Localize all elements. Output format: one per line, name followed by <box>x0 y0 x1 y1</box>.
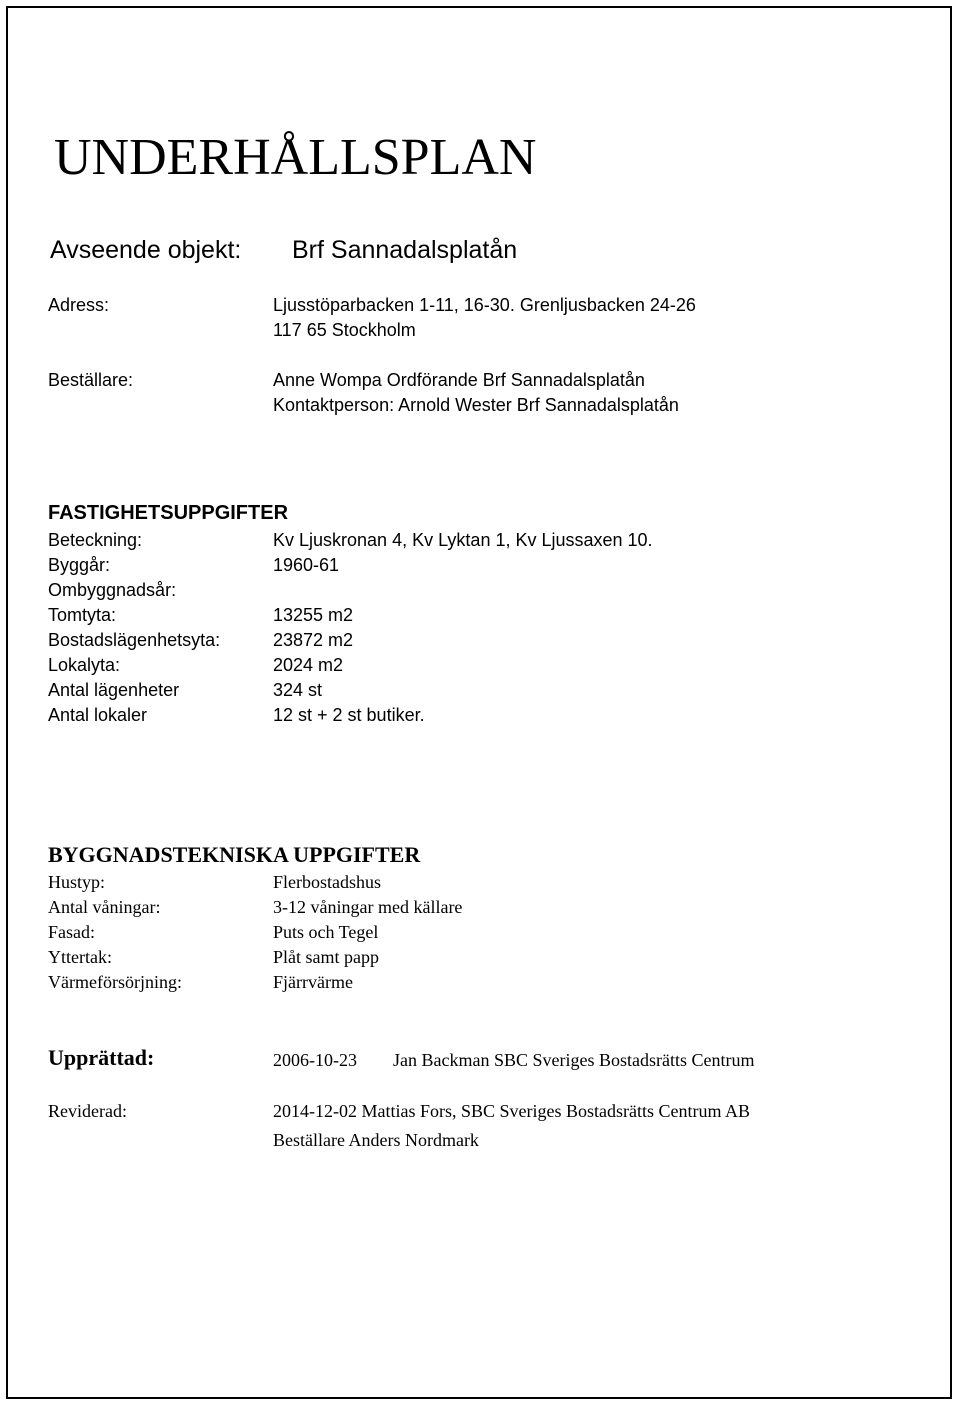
building-heading: BYGGNADSTEKNISKA UPPGIFTER <box>48 842 421 867</box>
document-title: UNDERHÅLLSPLAN <box>54 129 537 186</box>
building-value: Puts och Tegel <box>273 922 379 942</box>
building-value: Fjärrvärme <box>273 972 353 992</box>
building-label: Fasad: <box>48 922 95 942</box>
building-label: Yttertak: <box>48 947 112 967</box>
revised-label: Reviderad: <box>48 1101 127 1121</box>
address-line-2: 117 65 Stockholm <box>273 320 416 340</box>
document-page <box>6 6 952 1399</box>
property-value: 23872 m2 <box>273 630 354 650</box>
property-value: 13255 m2 <box>273 605 354 625</box>
property-value: 2024 m2 <box>273 655 344 675</box>
prepared-date: 2006-10-23 <box>273 1050 357 1070</box>
property-heading: FASTIGHETSUPPGIFTER <box>48 502 289 524</box>
building-value: Flerbostadshus <box>273 872 381 892</box>
revised-line-1: 2014-12-02 Mattias Fors, SBC Sveriges Bostadsrätts Centrum AB <box>273 1101 750 1121</box>
object-label: Avseende objekt: <box>50 236 242 264</box>
property-value: 324 st <box>273 680 323 700</box>
property-label: Bostadslägenhetsyta: <box>48 630 221 650</box>
building-value: 3-12 våningar med källare <box>273 897 463 917</box>
building-value: Plåt samt papp <box>273 947 379 967</box>
revised-line-2: Beställare Anders Nordmark <box>273 1130 479 1150</box>
address-label: Adress: <box>48 295 110 315</box>
property-label: Ombyggnadsår: <box>48 580 177 600</box>
property-value: 12 st + 2 st butiker. <box>273 705 425 725</box>
orderer-label: Beställare: <box>48 370 134 390</box>
property-label: Antal lokaler <box>48 705 148 725</box>
property-value: Kv Ljuskronan 4, Kv Lyktan 1, Kv Ljussaxen 10. <box>273 530 653 550</box>
property-label: Byggår: <box>48 555 111 575</box>
prepared-by: Jan Backman SBC Sveriges Bostadsrätts Centrum <box>393 1050 755 1070</box>
orderer-line-1: Anne Wompa Ordförande Brf Sannadalsplatån <box>273 370 645 390</box>
building-label: Antal våningar: <box>48 897 161 917</box>
orderer-line-2: Kontaktperson: Arnold Wester Brf Sannadalsplatån <box>273 395 679 415</box>
property-label: Antal lägenheter <box>48 680 180 700</box>
property-label: Beteckning: <box>48 530 143 550</box>
address-line-1: Ljusstöparbacken 1-11, 16-30. Grenljusbacken 24-26 <box>273 295 696 315</box>
property-value: 1960-61 <box>273 555 340 575</box>
building-label: Hustyp: <box>48 872 106 892</box>
prepared-label: Upprättad: <box>48 1045 155 1070</box>
property-label: Tomtyta: <box>48 605 117 625</box>
property-label: Lokalyta: <box>48 655 121 675</box>
object-value: Brf Sannadalsplatån <box>292 236 518 264</box>
building-label: Värmeförsörjning: <box>48 972 182 992</box>
